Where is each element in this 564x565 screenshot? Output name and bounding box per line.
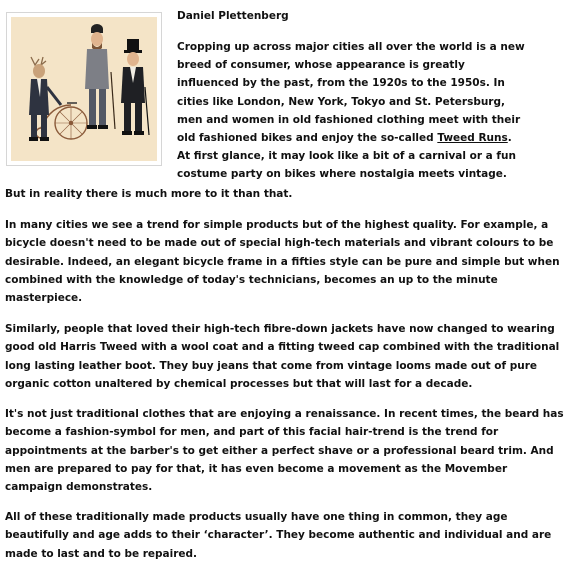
paragraph-harris-tweed (5, 320, 560, 393)
lead-line: At first glance, it may look like a bit of a carnival or a fun (177, 150, 516, 163)
paragraph-line: organic cotton unaltered by chemical processes but that will last for a decade. (5, 377, 473, 390)
paragraph-line: It's not just traditional clothes that are enjoying a renaissance. In recent times, the beard has (5, 408, 564, 420)
paragraph-line: desirable. Indeed, an elegant bicycle frame in a fifties style can be pure and simple but when (5, 255, 560, 268)
tweed-runs-link[interactable]: Tweed Runs (437, 132, 508, 145)
lead-continuation: But in reality there is much more to it than that. (5, 188, 293, 200)
paragraph-line: In many cities we see a trend for simple products but of the highest quality. For example, a (5, 219, 549, 231)
paragraph-line: long lasting leather boot. They buy jeans that come from vintage looms made out of pure (5, 359, 538, 372)
illustration-frame (6, 12, 162, 166)
lead-line: men and women in old fashioned clothing meet with their (177, 113, 521, 126)
paragraph-line: made to last and to be repaired. (5, 547, 198, 560)
lead-text: old fashioned bikes and enjoy the so-called (177, 132, 438, 145)
lead-text: . (507, 132, 512, 145)
paragraph-beard-trend (5, 405, 564, 496)
lead-line: Cropping up across major cities all over the world is a new (177, 41, 525, 53)
lead-paragraph (177, 38, 525, 184)
lead-line: costume party on bikes where nostalgia meets vintage. (177, 168, 507, 181)
lead-line: breed of consumer, whose appearance is greatly (177, 59, 465, 72)
paragraph-line: combined with the knowledge of today's technicians, becomes an up to the minute (5, 273, 498, 286)
paragraph-line: men are prepared to pay for that, it has even become a movement as the Movember (5, 462, 508, 475)
paragraph-line: become a fashion-symbol for men, and part of this facial hair-trend is the trend for (5, 426, 499, 439)
paragraph-line: All of these traditionally made products usually have one thing in common, they age (5, 511, 508, 523)
author-name: Daniel Plettenberg (177, 10, 289, 22)
paragraph-line: masterpiece. (5, 292, 83, 305)
paragraph-line: appointments at the barber's to get either a perfect shave or a professional beard trim. And (5, 444, 554, 457)
paragraph-traditional-products (5, 508, 552, 563)
paragraph-line: good old Harris Tweed with a wool coat and a fitting tweed cap combined with the traditional (5, 341, 560, 354)
paragraph-line: beautifully and age adds to their ‘character’. They become authentic and individual and are (5, 529, 552, 542)
lead-line-with-link (177, 129, 512, 147)
tweed-run-illustration (11, 17, 157, 161)
lead-line: cities like London, New York, Tokyo and St. Petersburg, (177, 95, 505, 108)
paragraph-line: campaign demonstrates. (5, 481, 153, 494)
paragraph-line: Similarly, people that loved their high-tech fibre-down jackets have now changed to wearing (5, 323, 555, 335)
paragraph-simple-products (5, 216, 560, 307)
paragraph-line: bicycle doesn't need to be made out of special high-tech materials and vibrant colours to be (5, 237, 554, 250)
lead-line: influenced by the past, from the 1920s to the 1950s. In (177, 77, 505, 90)
